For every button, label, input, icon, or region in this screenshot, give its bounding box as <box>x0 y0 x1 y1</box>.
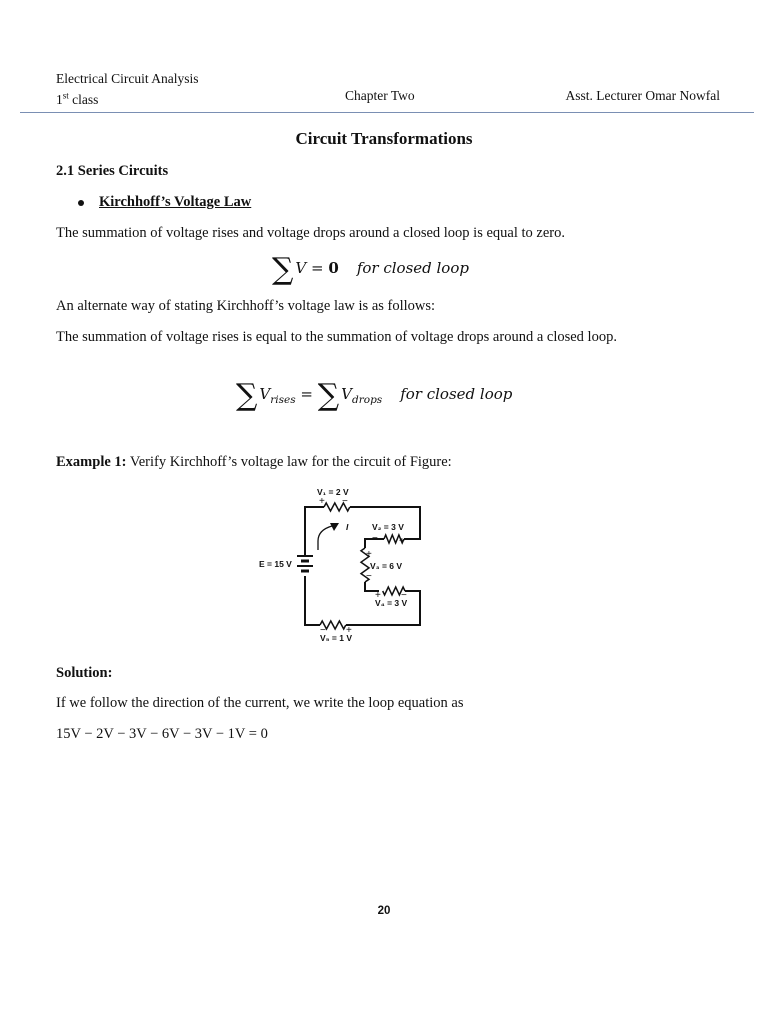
paragraph-alternate: An alternate way of stating Kirchhoff’s voltage law is as follows: <box>56 298 436 314</box>
course-title: Electrical Circuit Analysis <box>56 71 199 86</box>
paragraph-kvl-definition: The summation of voltage rises and voltage drops around a closed loop is equal to zero. <box>56 225 565 241</box>
polarity-v3-plus: + <box>366 549 372 560</box>
polarity-v4-minus: − <box>401 590 407 601</box>
equation-rises-drops <box>236 378 512 413</box>
label-v1: V₁ = 2 V <box>317 487 349 497</box>
author-label: Asst. Lecturer Omar Nowfal <box>565 88 720 103</box>
eq2-equals: = <box>295 385 318 403</box>
paragraph-loop-intro: If we follow the direction of the current, we write the loop equation as <box>56 695 464 711</box>
page-title: Circuit Transformations <box>295 129 473 148</box>
eq1-equals: = <box>306 259 329 277</box>
paragraph-rises-drops: The summation of voltage rises is equal to the summation of voltage drops around a closed loop. <box>56 329 617 345</box>
label-v5: V₅ = 1 V <box>320 633 353 643</box>
eq2-v-drops: V <box>341 385 353 403</box>
bullet-heading: Kirchhoff’s Voltage Law <box>99 194 252 210</box>
chapter-label: Chapter Two <box>345 88 415 103</box>
page-number: 20 <box>377 905 391 917</box>
polarity-v2-minus: − <box>372 533 378 544</box>
polarity-v5-plus: + <box>346 625 352 636</box>
label-v2: V₂ = 3 V <box>372 522 404 532</box>
bullet-item <box>78 194 251 211</box>
section-heading: 2.1 Series Circuits <box>56 163 169 179</box>
eq1-condition: for closed loop <box>356 259 469 277</box>
series-circuit-diagram <box>250 480 430 646</box>
bullet-dot-icon <box>78 200 84 206</box>
eq1-rhs: 0 <box>328 259 339 277</box>
label-v4: V₄ = 3 V <box>375 598 408 608</box>
eq2-v-rises: V <box>259 385 271 403</box>
equation-kvl-sum <box>272 252 469 287</box>
label-source-e: E = 15 V <box>259 559 292 569</box>
polarity-v5-minus: − <box>320 625 326 636</box>
polarity-v2-plus: + <box>399 536 405 547</box>
class-word: class <box>68 91 99 107</box>
class-superscript: st <box>62 90 69 100</box>
label-v3: V₃ = 6 V <box>370 561 403 571</box>
example-label: Example 1: <box>56 454 127 470</box>
page-header <box>56 70 720 107</box>
class-label <box>56 92 98 107</box>
label-current-i: I <box>346 522 349 532</box>
eq1-lhs: V <box>295 259 307 277</box>
example-text: Verify Kirchhoff’s voltage law for the circuit of Figure: <box>126 454 452 470</box>
header-divider <box>20 112 754 113</box>
sigma-symbol-drops: ∑ <box>317 378 340 413</box>
polarity-v3-minus: − <box>366 571 372 582</box>
eq2-subscript-drops: drops <box>352 394 383 406</box>
sigma-symbol: ∑ <box>272 252 294 287</box>
class-number: 1 <box>56 91 63 107</box>
polarity-v1-plus: + <box>319 496 325 507</box>
eq2-subscript-rises: rises <box>270 394 296 406</box>
loop-equation: 15V − 2V − 3V − 6V − 3V − 1V = 0 <box>56 726 268 742</box>
polarity-v1-minus: − <box>342 496 348 507</box>
polarity-v4-plus: + <box>375 590 381 601</box>
sigma-symbol-rises: ∑ <box>236 378 258 413</box>
solution-heading: Solution: <box>56 665 113 681</box>
example-heading <box>56 454 452 471</box>
eq2-condition: for closed loop <box>400 385 513 403</box>
